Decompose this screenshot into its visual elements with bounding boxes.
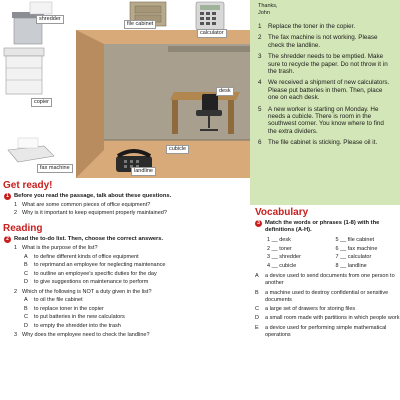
definition-letter: B <box>255 289 259 296</box>
definition-text: a device used for performing simple mathematical operations <box>265 324 387 339</box>
item-text: The file cabinet is sticking. Please oil it. <box>268 139 378 147</box>
definition-item <box>255 315 400 322</box>
question-number: 2 <box>14 288 18 295</box>
item-number: 3 <box>258 53 262 61</box>
item-number: 4 <box>258 79 262 87</box>
word-item[interactable]: 1 __ desk <box>267 237 291 243</box>
question-text: Why does the employee need to check the landline? <box>22 332 150 338</box>
get-ready-heading: Get ready! <box>3 180 53 191</box>
label-shredder: shredder <box>36 15 64 24</box>
definition-text: a machine used to destroy confidential or sensitive documents <box>265 289 389 303</box>
reading-instruction <box>4 236 250 243</box>
office-illustration <box>0 0 250 178</box>
exercises-column <box>0 180 250 340</box>
item-number: 2 <box>258 34 262 42</box>
question <box>14 210 250 218</box>
answer-option[interactable] <box>24 261 250 270</box>
question-number: 1 <box>14 202 18 208</box>
exercise-number-badge: 3 <box>255 220 262 227</box>
option-text: to reprimand an employee for neglecting maintenance <box>34 262 166 268</box>
question-text: What is the purpose of the list? <box>22 245 98 251</box>
question-number: 2 <box>14 209 18 216</box>
list-item <box>258 106 394 136</box>
word-item[interactable]: 2 __ toner <box>267 245 292 252</box>
definition-text: a device used to send documents from one person to another <box>265 273 395 287</box>
definition-item <box>255 290 400 305</box>
item-number: 1 <box>258 23 262 30</box>
list-item <box>258 53 394 75</box>
list-item <box>258 34 394 49</box>
exercise-number-badge: 1 <box>4 193 11 200</box>
question-number: 3 <box>14 332 18 338</box>
answer-option[interactable] <box>24 296 250 305</box>
question-text: Which of the following is NOT a duty given in the list? <box>22 288 152 295</box>
option-letter: C <box>24 314 28 320</box>
item-text: The fax machine is not working. Please check the landline. <box>268 34 378 49</box>
option-letter: D <box>24 322 28 329</box>
question-text: Why is it important to keep equipment properly maintained? <box>22 209 167 216</box>
cubicle-image <box>76 30 250 178</box>
option-text: to put batteries in the new calculators <box>34 314 125 320</box>
label-desk: desk <box>216 87 234 96</box>
definition-item <box>255 325 400 340</box>
definition-item <box>255 273 400 288</box>
signature-thanks: Thanks, <box>258 3 278 9</box>
answer-option[interactable] <box>24 253 250 262</box>
definition-list <box>255 273 400 339</box>
option-text: to give suggestions on maintenance to perform <box>34 279 149 285</box>
answer-option[interactable] <box>24 305 250 314</box>
list-item <box>258 23 394 30</box>
question <box>14 245 250 253</box>
item-number: 5 <box>258 105 262 113</box>
list-item <box>258 139 394 146</box>
definition-letter: D <box>255 315 259 322</box>
reading-heading: Reading <box>3 223 43 234</box>
question-text: What are some common pieces of office equipment? <box>22 202 151 208</box>
label-cubicle: cubicle <box>166 145 189 154</box>
word-item[interactable]: 6 __ fax machine <box>335 245 378 252</box>
definition-item <box>255 306 400 313</box>
answer-option[interactable] <box>24 313 250 322</box>
copier-image <box>4 48 44 94</box>
get-ready-instruction <box>4 193 250 200</box>
label-file-cabinet: file cabinet <box>124 20 156 29</box>
item-text: Replace the toner in the copier. <box>268 23 356 30</box>
word-item[interactable]: 3 __ shredder <box>267 254 301 260</box>
label-landline: landline <box>131 167 156 176</box>
word-item[interactable]: 4 __ cubicle <box>267 262 297 269</box>
option-letter: D <box>24 279 28 285</box>
word-item[interactable]: 7 __ calculator <box>335 254 372 260</box>
option-letter: C <box>24 270 28 277</box>
word-item[interactable]: 5 __ file cabinet <box>335 237 375 243</box>
instruction-text: Read the to-do list. Then, choose the correct answers. <box>14 236 164 242</box>
todo-list <box>258 23 394 147</box>
instruction-text: Match the words or phrases (1-8) with the definitions (A-H). <box>265 220 380 233</box>
item-text: A new worker is starting on Monday. He needs a cubicle. There is room in the southwest corner. You know where to find the extra dividers. <box>268 105 384 135</box>
word-item[interactable]: 8 __ landline <box>335 262 367 269</box>
option-text: to define different kinds of office equipment <box>34 253 139 260</box>
answer-option[interactable] <box>24 322 250 331</box>
option-text: to replace toner in the copier <box>34 305 104 312</box>
option-letter: B <box>24 262 28 268</box>
item-text: We received a shipment of new calculators. Please put batteries in them. Then, place one on each desk. <box>268 79 390 102</box>
option-text: to oil the file cabinet <box>34 297 83 303</box>
answer-option[interactable] <box>24 270 250 279</box>
todo-list-panel <box>250 0 400 205</box>
vocabulary-heading: Vocabulary <box>255 207 309 218</box>
option-letter: A <box>24 253 28 260</box>
option-letter: B <box>24 305 28 312</box>
definition-letter: A <box>255 273 259 279</box>
label-copier: copier <box>31 98 52 107</box>
word-list <box>267 236 400 270</box>
question <box>14 332 250 340</box>
definition-letter: C <box>255 306 259 313</box>
fax-machine-image <box>8 138 54 162</box>
option-text: to outline an employee's specific duties for the day <box>34 270 157 277</box>
question <box>14 202 250 210</box>
item-number: 6 <box>258 139 262 147</box>
calculator-image <box>196 2 224 30</box>
question <box>14 289 250 297</box>
question-number: 1 <box>14 245 18 251</box>
signature-name: John <box>258 10 270 16</box>
definition-text: a large set of drawers for storing files <box>265 306 356 313</box>
item-text: The shredder needs to be emptied. Make sure to recycle the paper. Do not throw it in the trash. <box>268 53 388 76</box>
vocabulary-instruction <box>255 220 400 234</box>
label-fax-machine: fax machine <box>37 164 73 173</box>
list-item <box>258 79 394 101</box>
definition-text: a small room made with partitions in which people work <box>265 315 400 322</box>
instruction-text: Before you read the passage, talk about these questions. <box>14 193 172 199</box>
answer-option[interactable] <box>24 278 250 287</box>
label-calculator: calculator <box>197 29 227 38</box>
option-text: to empty the shredder into the trash <box>34 322 121 329</box>
definition-letter: E <box>255 324 259 331</box>
option-letter: A <box>24 297 28 303</box>
exercise-number-badge: 2 <box>4 236 11 243</box>
vocabulary-column <box>253 205 400 341</box>
